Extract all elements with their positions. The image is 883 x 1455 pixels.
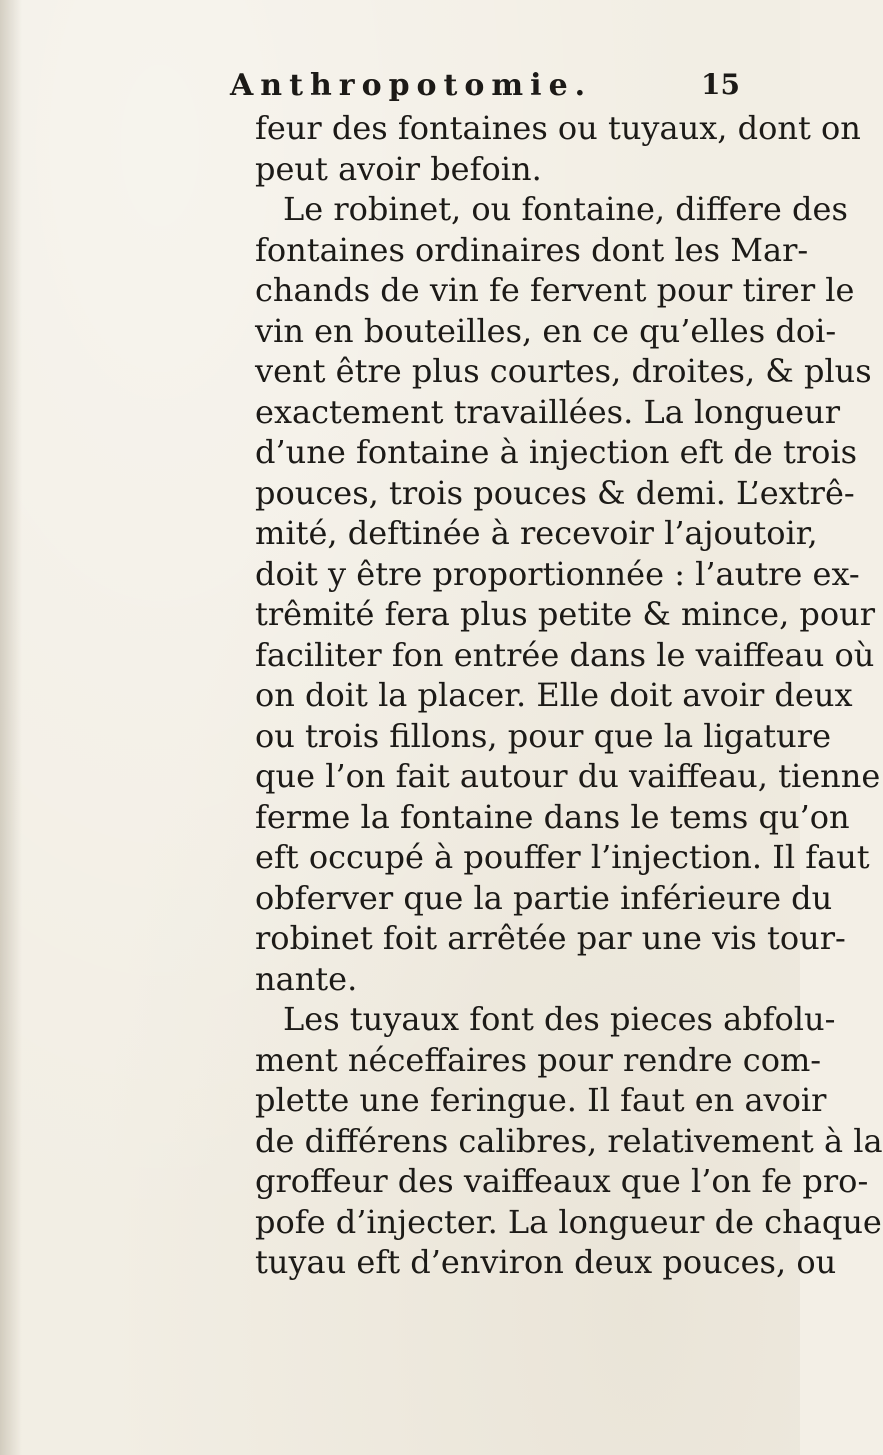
text-line: pofe d’injecter. La longueur de chaque [255, 1202, 882, 1241]
text-line: nante. [255, 959, 358, 998]
running-title: Anthropotomie. [230, 68, 593, 103]
page-number: 15 [701, 68, 740, 101]
text-line: faciliter fon entrée dans le vaiffeau où [255, 635, 875, 674]
text-line: groffeur des vaiffeaux que l’on fe pro- [255, 1162, 869, 1200]
text-line: doit y être proportionnée : l’autre ex- [255, 554, 860, 593]
text-line: feur des fontaines ou tuyaux, dont on [255, 109, 861, 147]
text-line: robinet foit arrêtée par une vis tour- [255, 919, 846, 957]
text-line: Les tuyaux font des pieces abfolu- [283, 1000, 836, 1038]
text-line: chands de vin fe fervent pour tirer le [255, 271, 855, 309]
text-line: d’une fontaine à injection eft de trois [255, 433, 858, 471]
text-line: vin en bouteilles, en ce qu’elles doi- [255, 311, 837, 350]
text-line: fontaines ordinaires dont les Mar- [255, 230, 809, 269]
text-line: exactement travaillées. La longueur [255, 392, 840, 431]
text-line: trêmité fera plus petite & mince, pour [255, 595, 876, 633]
text-line: mité, deftinée à recevoir l’ajoutoir, [255, 514, 818, 552]
text-line: on doit la placer. Elle doit avoir deux [255, 676, 853, 714]
text-line: obferver que la partie inférieure du [255, 878, 833, 917]
text-line: de différens calibres, relativement à la [255, 1121, 883, 1160]
text-line: tuyau eft d’environ deux pouces, ou [255, 1243, 837, 1281]
body-text [255, 108, 883, 1283]
text-line: ment néceffaires pour rendre com- [255, 1040, 822, 1079]
text-line: ferme la fontaine dans le tems qu’on [255, 797, 850, 836]
text-line: vent être plus courtes, droites, & plus [255, 352, 872, 390]
text-line: Le robinet, ou fontaine, differe des [283, 190, 848, 228]
text-line: ou trois fillons, pour que la ligature [255, 716, 831, 755]
running-head [230, 68, 750, 108]
text-line: pouces, trois pouces & demi. L’extrê- [255, 473, 855, 512]
binding-shadow [0, 0, 22, 1455]
text-line: peut avoir befoin. [255, 149, 542, 188]
text-line: eft occupé à pouffer l’injection. Il faut [255, 838, 870, 876]
text-line: que l’on fait autour du vaiffeau, tienne [255, 757, 881, 795]
text-line: plette une feringue. Il faut en avoir [255, 1081, 827, 1119]
